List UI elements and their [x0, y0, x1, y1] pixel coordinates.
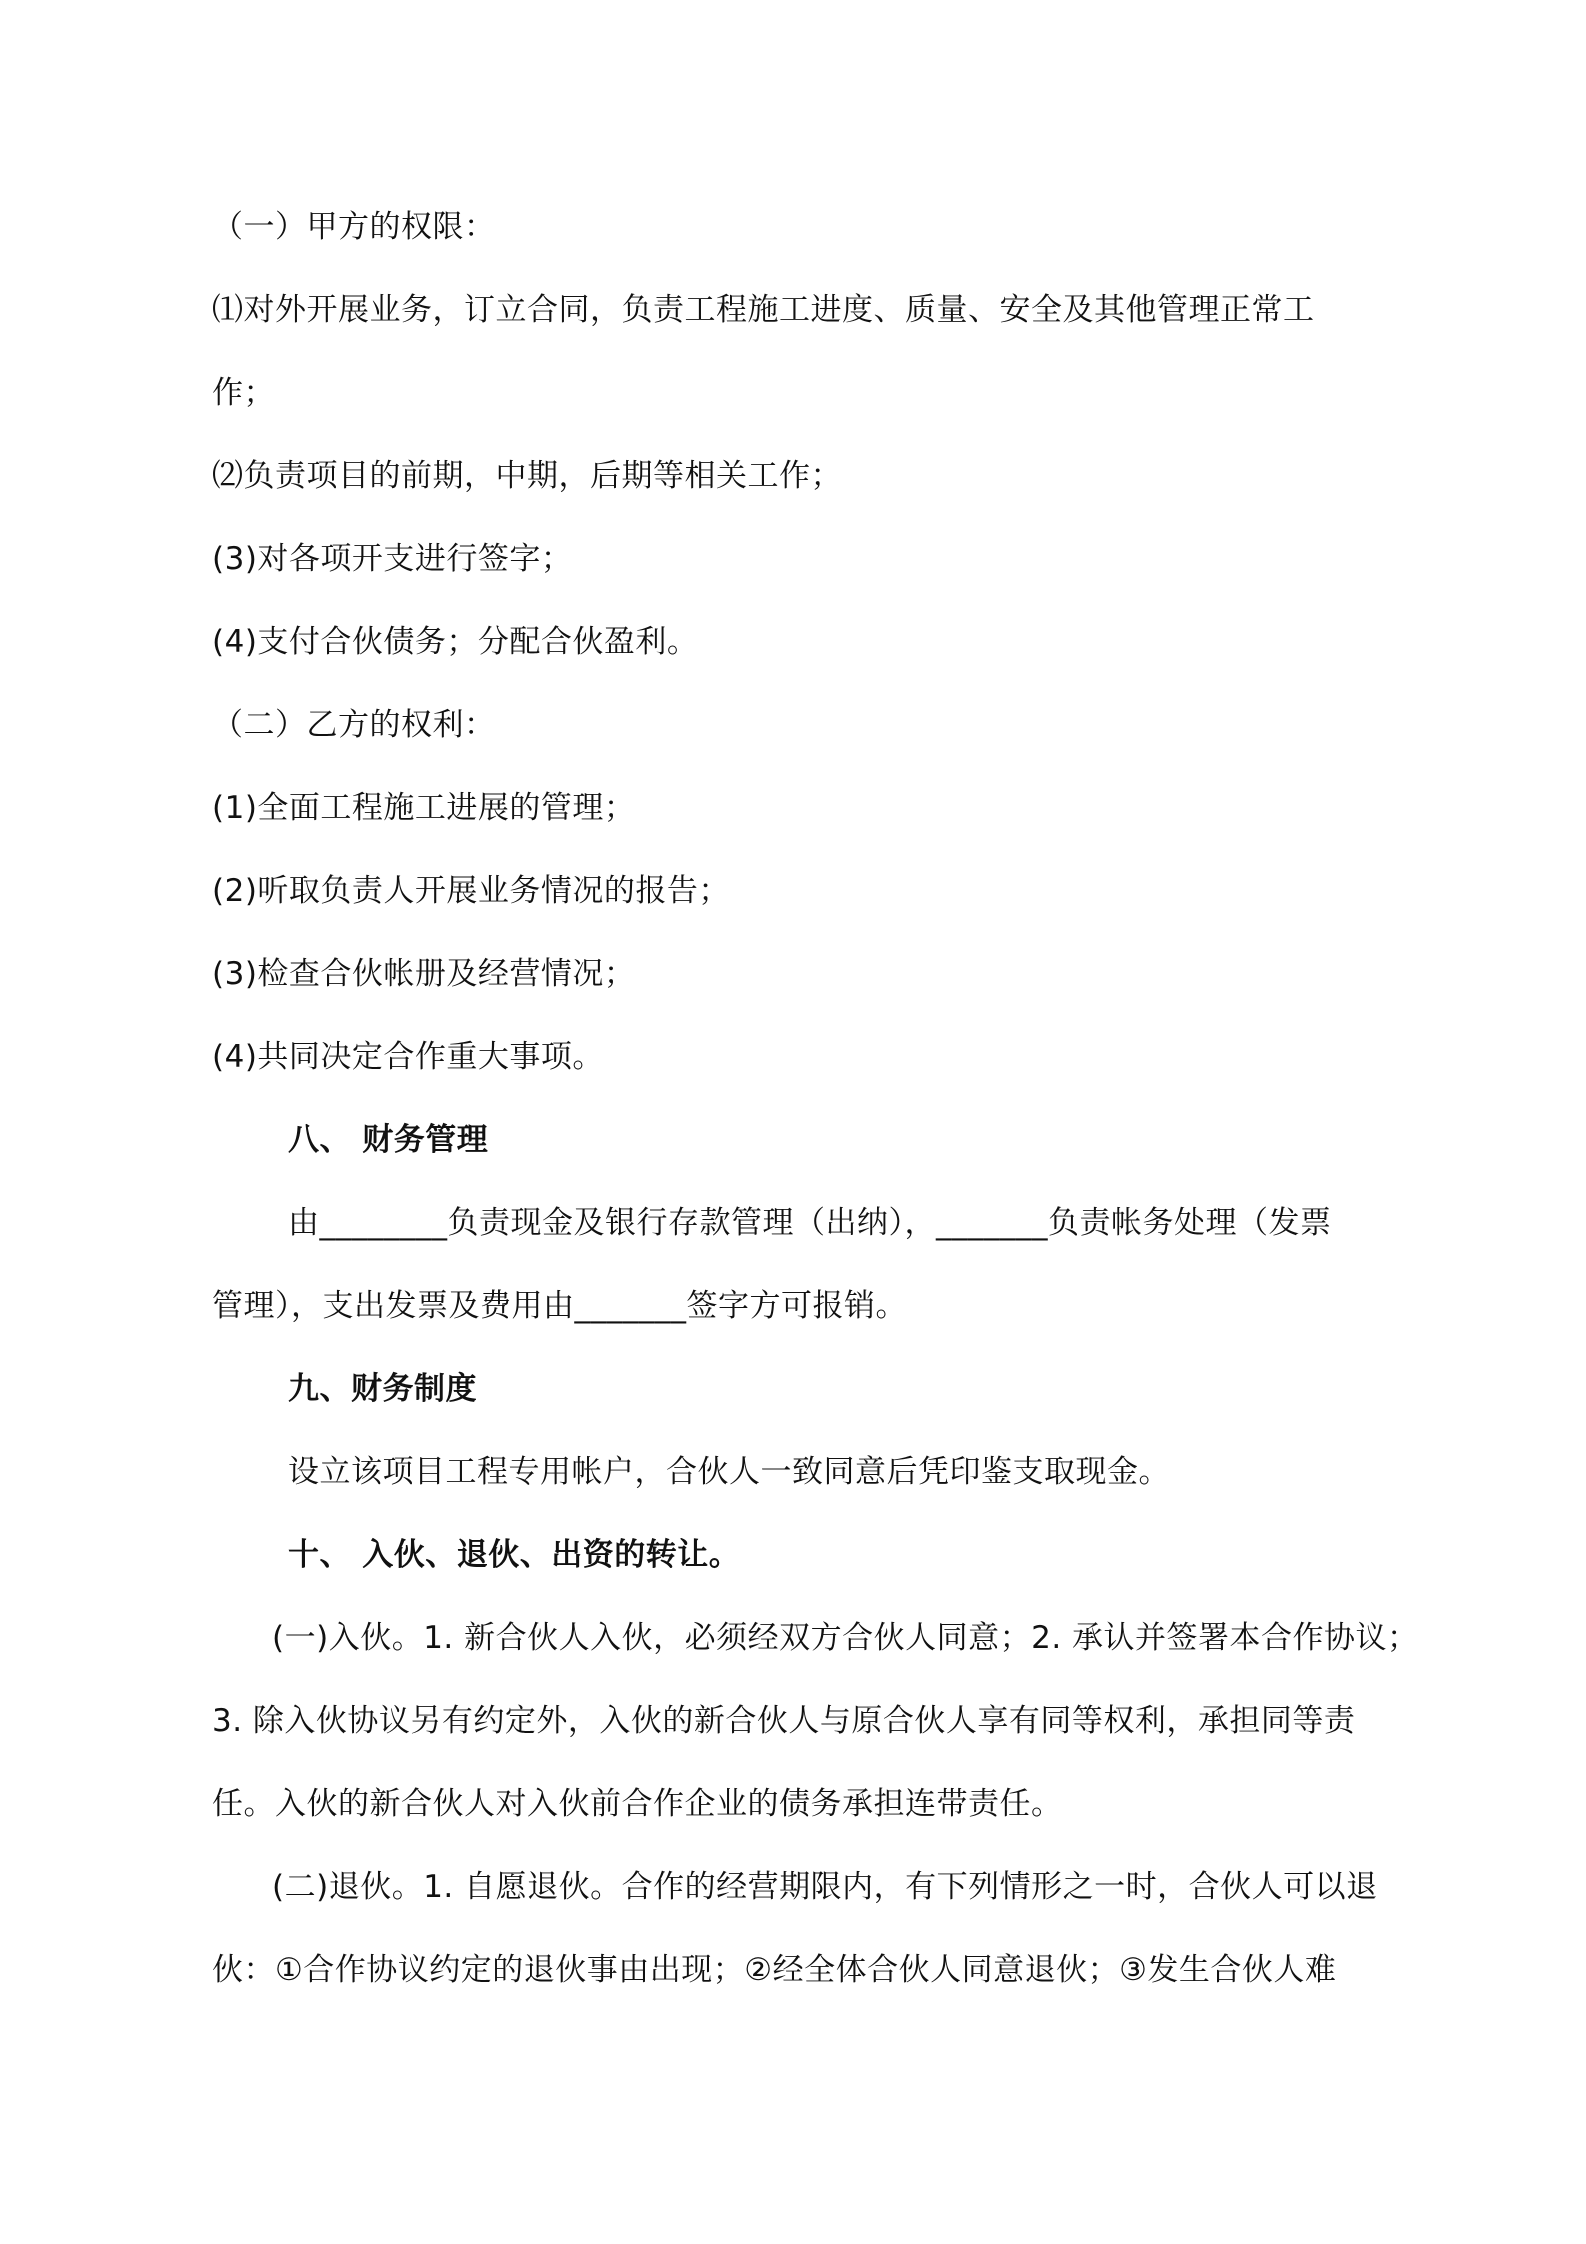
section-heading-finance-management: 八、 财务管理: [288, 1122, 489, 1158]
section-heading-finance-system: 九、财务制度: [288, 1371, 477, 1407]
paragraph-line: (二)退伙。1. 自愿退伙。合作的经营期限内，有下列情形之一时，合伙人可以退: [272, 1869, 1378, 1905]
paragraph-line: 设立该项目工程专用帐户，合伙人一致同意后凭印鉴支取现金。: [288, 1454, 1170, 1490]
paragraph-line: (3)检查合伙帐册及经营情况；: [212, 956, 636, 992]
section-heading-join-withdraw: 十、 入伙、退伙、出资的转让。: [288, 1537, 741, 1573]
paragraph-line: 3. 除入伙协议另有约定外，入伙的新合伙人与原合伙人享有同等权利，承担同等责: [212, 1703, 1356, 1739]
paragraph-line: 任。入伙的新合伙人对入伙前合作企业的债务承担连带责任。: [212, 1786, 1063, 1822]
paragraph-line: (2)听取负责人开展业务情况的报告；: [212, 873, 730, 909]
paragraph-line: (4)支付合伙债务；分配合伙盈利。: [212, 624, 699, 660]
paragraph-line: (1)全面工程施工进展的管理；: [212, 790, 636, 826]
paragraph-line: 作；: [212, 375, 275, 411]
paragraph-line: ⑴对外开展业务，订立合同，负责工程施工进度、质量、安全及其他管理正常工: [212, 292, 1315, 328]
section-heading-party-a-powers: （一）甲方的权限：: [212, 209, 496, 245]
paragraph-line: 管理），支出发票及费用由_______签字方可报销。: [212, 1288, 907, 1324]
paragraph-line: 伙：①合作协议约定的退伙事由出现；②经全体合伙人同意退伙；③发生合伙人难: [212, 1952, 1337, 1988]
paragraph-line: (一)入伙。1. 新合伙人入伙，必须经双方合伙人同意；2. 承认并签署本合作协议；: [272, 1620, 1419, 1656]
paragraph-line: (4)共同决定合作重大事项。: [212, 1039, 604, 1075]
paragraph-line: (3)对各项开支进行签字；: [212, 541, 573, 577]
paragraph-line: 由________负责现金及银行存款管理（出纳），_______负责帐务处理（发票: [288, 1205, 1332, 1241]
section-heading-party-b-rights: （二）乙方的权利：: [212, 707, 496, 743]
paragraph-line: ⑵负责项目的前期，中期，后期等相关工作；: [212, 458, 842, 494]
